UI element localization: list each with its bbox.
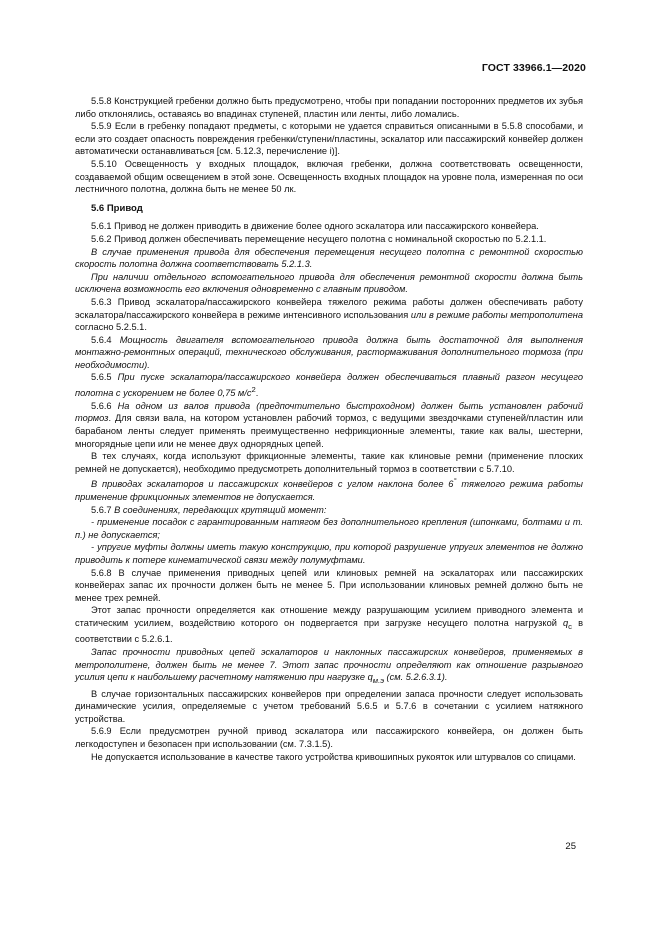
text-run: 5.6.7 <box>91 504 115 515</box>
page-number: 25 <box>565 841 576 852</box>
paragraph-5-6-2: 5.6.2 Привод должен обеспечивать перемещение несущего полотна с номинальной скоростью по 5.2.1.1. <box>91 233 547 244</box>
text-run: В приводах эскалаторов и пассажирских конвейеров с углом наклона более 6 <box>91 479 454 490</box>
text-run: Запас прочности приводных цепей эскалаторов и наклонных пассажирских конвейеров, применяемых в метрополитене, должен быть не менее 7. Этот запас прочности определяют как отношение разрывного усилия цепи к наибольшему расчетному натяжению при нагрузке <box>75 646 583 683</box>
italic-run: При пуске эскалатора/пассажирского конвейера должен обеспечиваться плавный разгон несущего полотна с ускорением не более 0,75 м/с <box>75 372 583 399</box>
paragraph-crank: Не допускается использование в качестве такого устройства кривошипных рукояток или штурвалов со спицами. <box>91 751 576 762</box>
text-run: 5.6.3 Привод эскалатора/пассажирского конвейера тяжелого режима работы должен обеспечивать работу эскалатора/пассажирского конвейера в режиме интенсивного использования <box>75 296 583 320</box>
paragraph-friction: В тех случаях, когда используют фрикционные элементы, такие как клиновые ремни (применение плоских ремней не допускается), необходимо предусмотреть дополнительный тормоз в соответствии с 5.7.10. <box>75 451 583 474</box>
document-body <box>75 95 583 763</box>
document-id: ГОСТ 33966.1—2020 <box>481 62 586 74</box>
list-item-5-6-7-1: - применение посадок с гарантированным натягом без дополнительного крепления (шпонками, болтами и т. п.) не допускается; <box>75 517 583 540</box>
section-heading-5-6: 5.6 Привод <box>91 202 143 214</box>
text-run: Этот запас прочности определяется как отношение между разрушающим усилием приводного элемента и статическим усилием, воздействию которого он подвергается при загрузке несущего полотна нагрузкой <box>75 605 583 628</box>
paragraph-5-6-3 <box>75 296 583 334</box>
paragraph-5-6-5 <box>75 371 583 399</box>
paragraph-safety-factor <box>75 604 583 646</box>
paragraph-5-5-8: 5.5.8 Конструкцией гребенки должно быть предусмотрено, чтобы при попадании посторонних предметов их зубья либо отклонялись, оставаясь во впадинах ступеней, пластин или ленты, либо ломались. <box>75 96 583 119</box>
text-run: (см. 5.2.6.3.1). <box>383 672 448 683</box>
paragraph-5-6-2-italic-2: При наличии отдельного вспомогательного привода для обеспечения ремонтной скорости должна быть исключена возможность его включения одновременно с главным приводом. <box>75 271 583 295</box>
paragraph-metro-italic <box>75 646 583 688</box>
list-item-5-6-7-2: - упругие муфты должны иметь такую конструкцию, при которой разрушение упругих элементов не должно приводить к потере кинематической связи между полумуфтами. <box>75 542 583 565</box>
paragraph-5-6-9: 5.6.9 Если предусмотрен ручной привод эскалатора или пассажирского конвейера, он должен быть легкодоступен и безопасен при использовании (см. 7.3.1.5). <box>75 726 583 749</box>
symbol-q: q <box>562 617 569 628</box>
paragraph-5-6-1: 5.6.1 Привод не должен приводить в движение более одного эскалатора или пассажирского конвейера. <box>91 221 539 232</box>
paragraph-5-6-6 <box>75 400 583 450</box>
text-run: 5.6.6 <box>91 400 118 411</box>
text-run: в соответствии с 5.2.6.1. <box>75 617 583 645</box>
degree-sign: ° <box>453 476 457 486</box>
subscript: м.э <box>372 675 384 685</box>
text-run: 5.6.4 <box>91 334 120 345</box>
italic-run: На одном из валов привода (предпочтительно быстроходном) должен быть установлен рабочий тормоз <box>75 400 583 424</box>
paragraph-5-5-10: 5.5.10 Освещенность у входных площадок, включая гребенки, должна соответствовать освещенности, создаваемой общим освещением в этой зоне. Освещенность входных площадок на уровне пола, измеренная по оси лестничного полотна, должна быть не менее 50 лк. <box>75 158 583 195</box>
text-run: 5.6.5 <box>91 372 118 383</box>
paragraph-5-6-2-italic-1: В случае применения привода для обеспечения перемещения несущего полотна с ремонтной скоростью скорость полотна должна соответствовать 5.2.1.3. <box>75 246 583 270</box>
paragraph-horizontal: В случае горизонтальных пассажирских конвейеров при определении запаса прочности следует использовать динамические усилия, определяемые с учетом требований 5.6.5 и 5.7.6 в сочетании с усилием натяжного устройства. <box>75 688 583 724</box>
subscript: с <box>568 621 572 631</box>
italic-run: В соединениях, передающих крутящий момент: <box>114 504 327 515</box>
paragraph-5-5-9: 5.5.9 Если в гребенку попадают предметы, с которыми не удается справиться описанными в 5.5.8 способами, и если это создает опасность повреждения гребенки/ступени/пластины, эскалатор или пассажирский конвейер должен автоматически останавливаться [см. 5.12.3, перечисление i)]. <box>75 121 583 157</box>
italic-run: Мощность двигателя вспомогательного привода должна быть достаточной для выполнения монтажно-ремонтных операций, технического обслуживания, растормаживания дополнительного тормоза (при необходимости). <box>75 334 583 370</box>
text-run: согласно 5.2.5.1. <box>75 322 147 333</box>
paragraph-friction-italic <box>75 475 583 503</box>
symbol-q: q <box>367 672 373 683</box>
superscript: 2 <box>251 385 256 395</box>
paragraph-5-6-7 <box>75 504 583 517</box>
paragraph-5-6-4 <box>75 334 583 372</box>
italic-run: или в режиме работы метрополитена <box>410 309 583 320</box>
text-run: . Для связи вала, на котором установлен рабочий тормоз, с ведущими звездочками ступеней/пластин или барабаном ленты следует применять преимущественно нефрикционные элементы, такие как валы, шестерни, многорядные цепи или не менее двух однорядных цепей. <box>75 413 583 449</box>
text-run: тяжелого режима работы применение фрикционных элементов не допускается. <box>75 479 583 502</box>
paragraph-5-6-8: 5.6.8 В случае применения приводных цепей или клиновых ремней на эскалаторах или пассажирских конвейерах запас их прочности должен быть не менее 5. При использовании клиновых ремней должно быть не менее трех ремней. <box>75 567 583 603</box>
text-run: . <box>255 388 259 399</box>
